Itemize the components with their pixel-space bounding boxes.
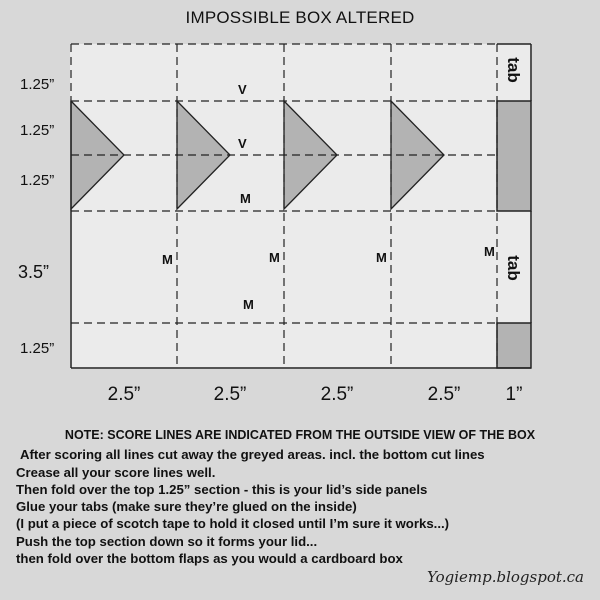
fold-label-mountain-5: M bbox=[484, 244, 495, 259]
row-dim-1: 1.25” bbox=[20, 76, 55, 93]
fold-label-mountain-2: M bbox=[162, 252, 173, 267]
col-dim-3: 2.5” bbox=[320, 384, 354, 405]
col-dim-1: 2.5” bbox=[107, 384, 141, 405]
template-panel bbox=[70, 44, 532, 369]
instruction-7: then fold over the bottom flaps as you would a cardboard box bbox=[16, 551, 403, 566]
cut-area-upper bbox=[497, 101, 531, 211]
fold-label-valley-1: V bbox=[238, 82, 247, 97]
tab-label-top: tab bbox=[503, 57, 523, 83]
fold-label-mountain-6: M bbox=[243, 297, 254, 312]
score-note: NOTE: SCORE LINES ARE INDICATED FROM THE OUTSIDE VIEW OF THE BOX bbox=[64, 428, 536, 442]
row-dim-4: 3.5” bbox=[18, 262, 50, 282]
instruction-6: Push the top section down so it forms your lid... bbox=[16, 534, 318, 549]
instruction-3: Then fold over the top 1.25” section - this is your lid’s side panels bbox=[16, 482, 428, 497]
instruction-2: Crease all your score lines well. bbox=[16, 465, 216, 480]
row-dim-5: 1.25” bbox=[20, 340, 55, 357]
instruction-1: After scoring all lines cut away the greyed areas. incl. the bottom cut lines bbox=[20, 447, 485, 462]
row-dim-3: 1.25” bbox=[20, 172, 55, 189]
instruction-4: Glue your tabs (make sure they’re glued on the inside) bbox=[16, 499, 357, 514]
col-dim-4: 2.5” bbox=[427, 384, 461, 405]
col-dim-2: 2.5” bbox=[213, 384, 247, 405]
instruction-5: (I put a piece of scotch tape to hold it closed until I’m sure it works...) bbox=[16, 516, 450, 531]
fold-label-mountain-1: M bbox=[240, 191, 251, 206]
fold-label-valley-2: V bbox=[238, 136, 247, 151]
diagram-title: IMPOSSIBLE BOX ALTERED bbox=[185, 8, 415, 27]
cut-area-lower bbox=[497, 323, 531, 368]
fold-label-mountain-4: M bbox=[376, 250, 387, 265]
fold-label-mountain-3: M bbox=[269, 250, 280, 265]
blog-signature: Yogiemp.blogspot.ca bbox=[426, 568, 584, 586]
tab-label-bottom: tab bbox=[503, 255, 523, 281]
col-dim-5: 1” bbox=[505, 384, 523, 405]
row-dim-2: 1.25” bbox=[20, 122, 55, 139]
